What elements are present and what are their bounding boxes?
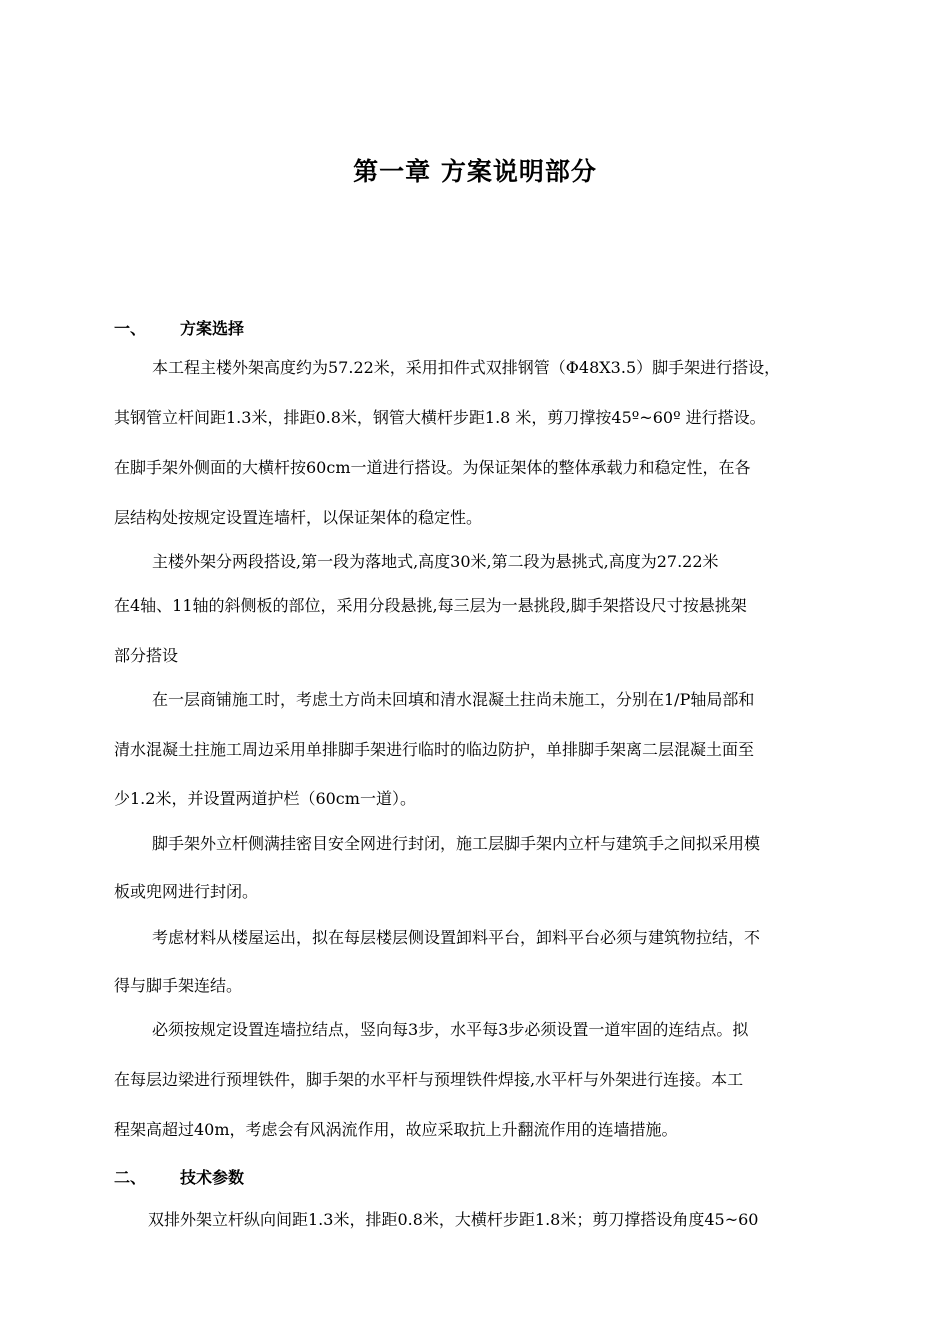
paragraph-line: 主楼外架分两段搭设,第一段为落地式,高度30米,第二段为悬挑式,高度为27.22米 xyxy=(152,552,719,571)
paragraph-line: 在脚手架外侧面的大横杆按60cm一道进行搭设。为保证架体的整体承载力和稳定性，在各 xyxy=(114,458,751,477)
section-number: 二、 xyxy=(114,1168,147,1187)
paragraph-line: 必须按规定设置连墙拉结点，竖向每3步，水平每3步必须设置一道牢固的连结点。拟 xyxy=(152,1020,749,1039)
paragraph-line: 得与脚手架连结。 xyxy=(114,976,243,995)
paragraph-line: 本工程主楼外架高度约为57.22米，采用扣件式双排钢管（Φ48X3.5）脚手架进行搭设， xyxy=(152,358,781,377)
section-title: 方案选择 xyxy=(180,319,245,338)
paragraph-line: 脚手架外立杆侧满挂密目安全网进行封闭，施工层脚手架内立杆与建筑手之间拟采用模 xyxy=(152,834,761,853)
paragraph-line: 层结构处按规定设置连墙杆，以保证架体的稳定性。 xyxy=(114,508,483,527)
paragraph-line: 在每层边梁进行预埋铁件，脚手架的水平杆与预埋铁件焊接,水平杆与外架进行连接。本工 xyxy=(114,1070,744,1089)
paragraph-line: 在4轴、11轴的斜侧板的部位，采用分段悬挑,每三层为一悬挑段,脚手架搭设尺寸按悬挑架 xyxy=(114,596,747,615)
paragraph-line: 考虑材料从楼屋运出，拟在每层楼层侧设置卸料平台，卸料平台必须与建筑物拉结，不 xyxy=(152,928,761,947)
paragraph-line: 在一层商铺施工时，考虑土方尚未回填和清水混凝土拄尚未施工，分别在1/P轴局部和 xyxy=(152,690,755,709)
section-heading-2 xyxy=(114,1165,244,1188)
paragraph-line: 程架高超过40m，考虑会有风涡流作用，故应采取抗上升翻流作用的连墙措施。 xyxy=(114,1120,678,1139)
paragraph-line: 部分搭设 xyxy=(114,646,179,665)
paragraph-line: 少1.2米，并设置两道护栏（60cm一道）。 xyxy=(114,789,416,808)
section-heading-1 xyxy=(114,316,244,339)
paragraph-line: 板或兜网进行封闭。 xyxy=(114,882,259,901)
page-title: 第一章 方案说明部分 xyxy=(353,157,597,186)
paragraph-line: 双排外架立杆纵向间距1.3米，排距0.8米，大横杆步距1.8米；剪刀撑搭设角度45~60 xyxy=(148,1210,759,1229)
paragraph-line: 其钢管立杆间距1.3米，排距0.8米，钢管大横杆步距1.8 米，剪刀撑按45º~60º 进行搭设。 xyxy=(114,408,766,427)
paragraph-line: 清水混凝土拄施工周边采用单排脚手架进行临时的临边防护，单排脚手架离二层混凝土面至 xyxy=(114,740,755,759)
section-number: 一、 xyxy=(114,319,147,338)
section-title: 技术参数 xyxy=(180,1168,245,1187)
